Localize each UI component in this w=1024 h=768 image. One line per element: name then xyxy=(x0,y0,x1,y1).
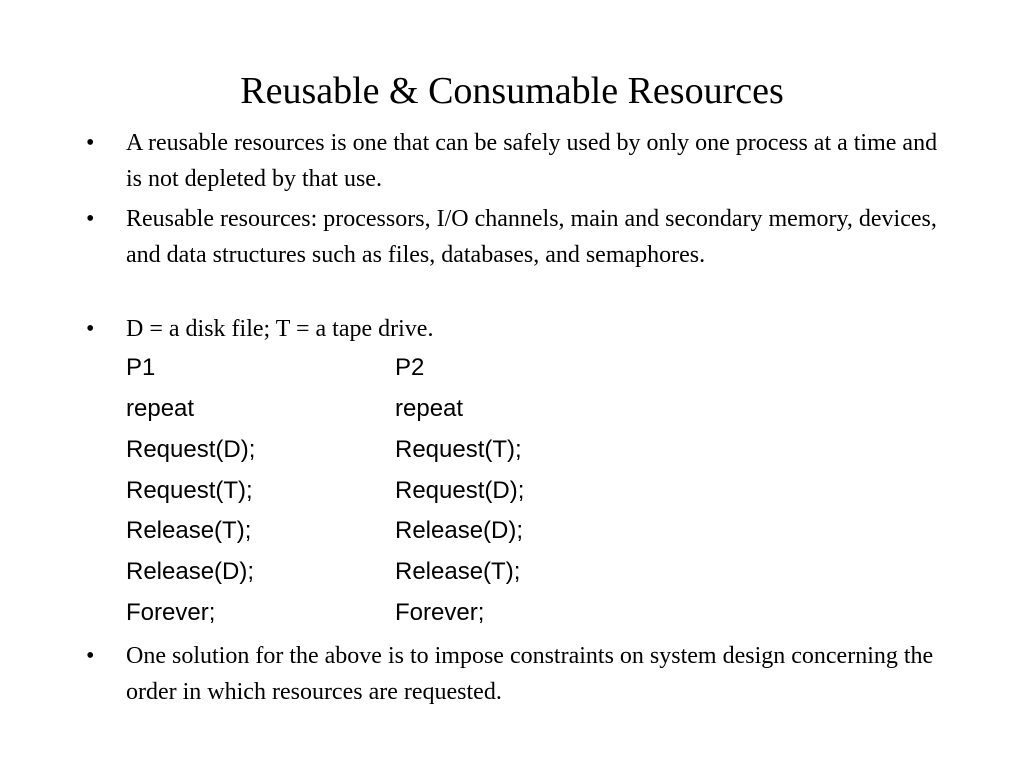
code-p1-line: Forever; xyxy=(126,599,216,626)
code-p2-line: P2 xyxy=(395,354,425,381)
bullet-marker: • xyxy=(86,130,95,156)
code-p1-line: P1 xyxy=(126,354,156,381)
bullet-marker: • xyxy=(86,643,95,669)
code-p2-line: repeat xyxy=(395,395,464,422)
code-p1-line: repeat xyxy=(126,395,195,422)
bullet-reusable-definition: A reusable resources is one that can be safely used by only one process at a time and is not depleted by that use. xyxy=(126,130,938,192)
slide-title: Reusable & Consumable Resources xyxy=(240,70,784,112)
code-p1-line: Release(D); xyxy=(126,558,255,585)
code-p1-line: Release(T); xyxy=(126,517,252,544)
bullet-disk-tape: D = a disk file; T = a tape drive. xyxy=(126,316,434,342)
code-p2-line: Release(T); xyxy=(395,558,521,585)
bullet-marker: • xyxy=(86,316,95,342)
code-p2-line: Forever; xyxy=(395,599,485,626)
code-p1-line: Request(D); xyxy=(126,436,256,463)
code-p2-line: Request(D); xyxy=(395,477,525,504)
bullet-reusable-examples: Reusable resources: processors, I/O channels, main and secondary memory, devices, and data structures such as files, databases, and semaphores. xyxy=(126,206,937,268)
bullet-marker: • xyxy=(86,206,95,232)
code-p2-line: Release(D); xyxy=(395,517,524,544)
code-p1-line: Request(T); xyxy=(126,477,253,504)
bullet-solution: One solution for the above is to impose constraints on system design concerning the order in which resources are requested. xyxy=(126,643,934,705)
code-p2-line: Request(T); xyxy=(395,436,522,463)
